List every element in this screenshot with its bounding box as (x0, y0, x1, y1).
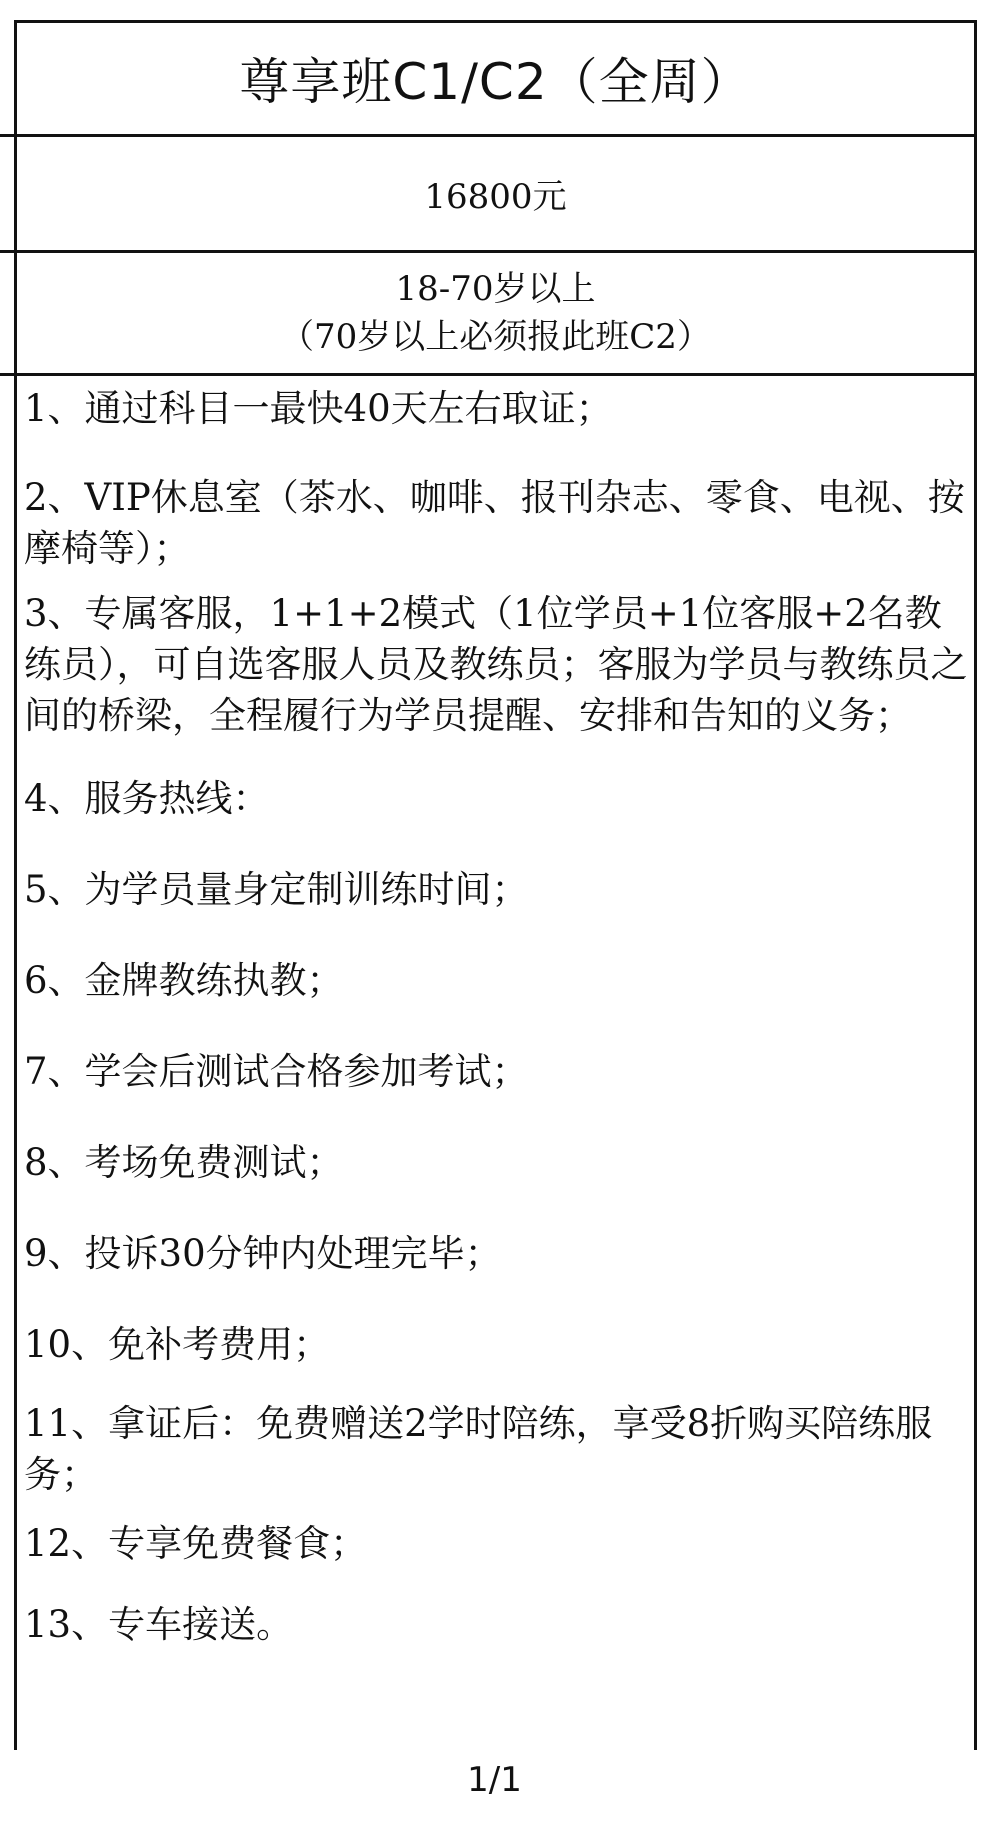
page-title: 尊享班C1/C2（全周） (239, 53, 752, 111)
list-item: 6、金牌教练执教； (24, 959, 344, 1002)
list-item: 11、拿证后：免费赠送2学时陪练，享受8折购买陪练服务； (24, 1402, 933, 1496)
list-item: 13、专车接送。 (24, 1603, 294, 1646)
list-item: 12、专享免费餐食； (24, 1522, 368, 1565)
row-divider (0, 373, 977, 376)
list-item: 9、投诉30分钟内处理完毕； (24, 1232, 502, 1275)
age-range: 18-70岁以上 (395, 269, 596, 309)
list-item: 5、为学员量身定制训练时间； (24, 868, 529, 911)
list-item: 10、免补考费用； (24, 1323, 331, 1366)
benefits-list (24, 383, 971, 1650)
page-indicator: 1/1 (467, 1760, 522, 1800)
age-note: （70岁以上必须报此班C2） (280, 317, 711, 357)
list-item: 4、服务热线： (24, 777, 270, 820)
list-item: 3、专属客服，1+1+2模式（1位学员+1位客服+2名教练员），可自选客服人员及教练员；客服为学员与教练员之间的桥梁，全程履行为学员提醒、安排和告知的义务； (24, 592, 968, 737)
list-item: 2、VIP休息室（茶水、咖啡、报刊杂志、零食、电视、按摩椅等）； (24, 476, 965, 570)
age-cell (16, 253, 975, 373)
list-item: 8、考场免费测试； (24, 1141, 344, 1184)
list-item: 1、通过科目一最快40天左右取证； (24, 387, 613, 430)
price-cell: 16800元 (424, 177, 567, 217)
list-item: 7、学会后测试合格参加考试； (24, 1050, 529, 1093)
